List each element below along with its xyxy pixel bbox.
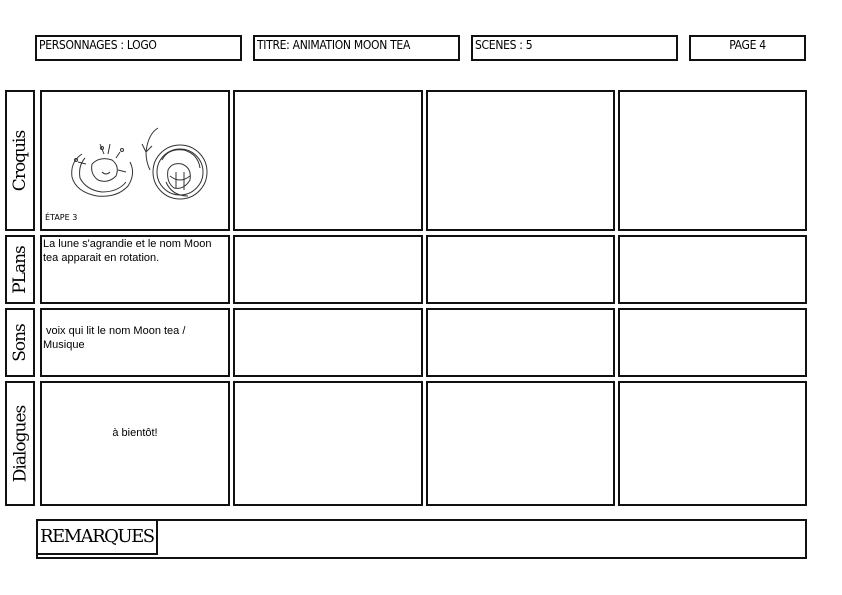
scenes-field: SCENES : 5: [471, 35, 678, 61]
sons-cell-2: [233, 308, 423, 377]
sons-text: voix qui lit le nom Moon tea / Musique: [43, 325, 186, 351]
dialogues-cell-1: [40, 381, 230, 506]
dialogues-cell-4: [618, 381, 807, 506]
sons-cell-4: [618, 308, 807, 377]
sons-cell-3: [426, 308, 615, 377]
plans-cell-2: [233, 235, 423, 304]
titre-field: TITRE: ANIMATION MOON TEA: [253, 35, 460, 61]
personnages-field: PERSONNAGES : LOGO: [35, 35, 242, 61]
row-label-plans-text: PLans: [10, 245, 31, 294]
moon-sketch-image: [42, 92, 228, 229]
row-label-plans: [5, 235, 35, 304]
row-label-sons: [5, 308, 35, 377]
sons-cell-1: [40, 308, 230, 377]
sketch-caption: ÉTAPE 3: [45, 213, 78, 222]
dialogues-text: à bientôt!: [112, 427, 158, 439]
remarques-label: REMARQUES: [38, 521, 158, 555]
plans-cell-3: [426, 235, 615, 304]
remarques-box: [36, 519, 807, 559]
row-label-sons-text: Sons: [10, 323, 30, 362]
row-label-croquis-text: Croquis: [10, 130, 30, 191]
page-field: PAGE 4: [689, 35, 806, 61]
dialogues-cell-3: [426, 381, 615, 506]
croquis-cell-2: [233, 90, 423, 231]
croquis-cell-4: [618, 90, 807, 231]
plans-text: La lune s'agrandie et le nom Moon tea apparait en rotation.: [43, 238, 212, 264]
row-label-dialogues: [5, 381, 35, 506]
croquis-cell-3: [426, 90, 615, 231]
dialogues-cell-2: [233, 381, 423, 506]
croquis-cell-1: [40, 90, 230, 231]
row-label-croquis: [5, 90, 35, 231]
plans-cell-1: [40, 235, 230, 304]
row-label-dialogues-text: Dialogues: [10, 405, 30, 482]
plans-cell-4: [618, 235, 807, 304]
